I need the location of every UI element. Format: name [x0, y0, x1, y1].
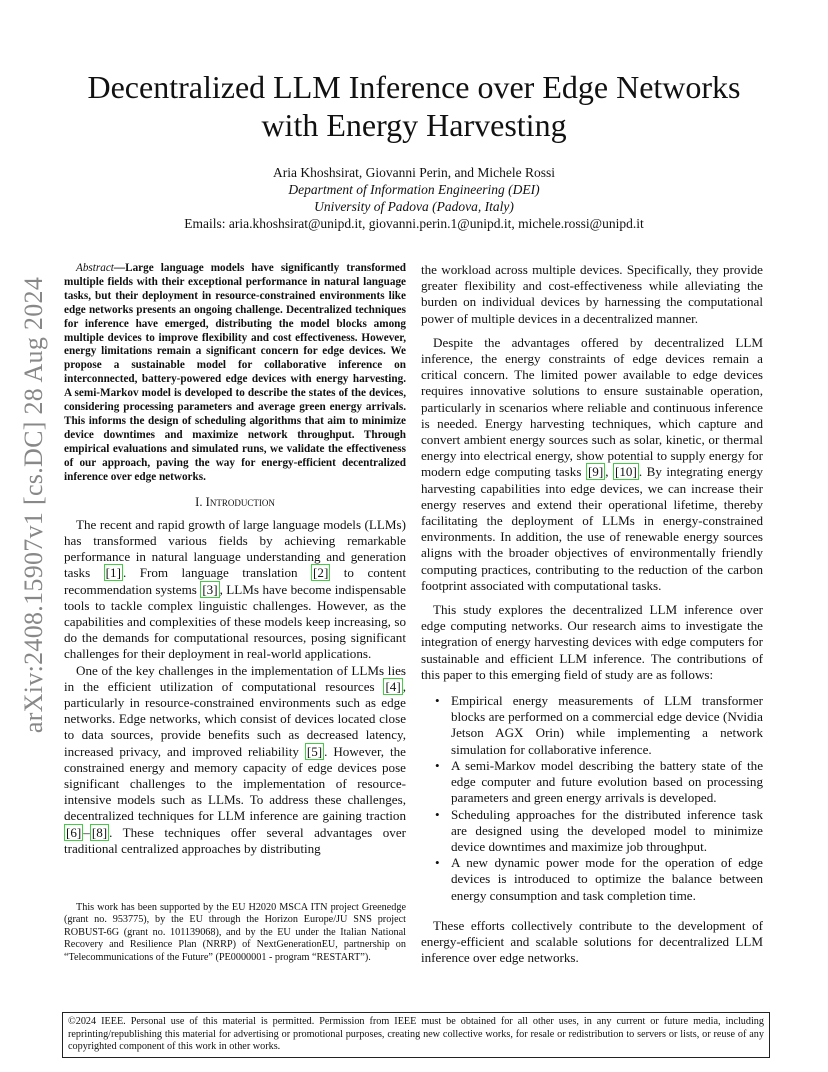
copyright-text: ©2024 IEEE. Personal use of this material is permitted. Permission from IEEE must be obtained for all other uses, in any current or future media, including reprinting/republishing this material for advertising or promotional purposes, creating new collective works, for resale or redistribution to servers or lists, or reuse of any copyrighted component of this work in other works. [68, 1016, 764, 1053]
footnote-text: This work has been supported by the EU H2020 MSCA ITN project Greenedge (grant no. 953775), by the EU through the Horizon Europe/JU SNS project ROBUST-6G (grant no. 101139068), and by the EU under the Italian National Recovery and Resilience Plan (NRRP) of NextGenerationEU, partnership on “Telecommunications of the Future” (PE0000001 - program “RESTART”). [64, 902, 406, 963]
citation-link[interactable]: [6] [66, 824, 82, 840]
citation-link[interactable]: [8] [91, 824, 108, 840]
list-item: • Scheduling approaches for the distributed inference task are designed using the developed model to minimize device downtimes and maximize job throughput. [421, 807, 763, 856]
paper-title [60, 68, 768, 144]
contributions-list [421, 693, 763, 904]
arxiv-stamp-text: arXiv:2408.15907v1 [cs.DC] 28 Aug 2024 [19, 276, 49, 734]
author-university: University of Padova (Padova, Italy) [314, 199, 514, 214]
abstract-label: Abstract [76, 262, 114, 274]
arxiv-stamp [14, 276, 54, 734]
citation-link[interactable]: [3] [202, 581, 218, 597]
list-item: • A new dynamic power mode for the operation of edge devices is introduced to optimize the balance between energy consumption and task completion time. [421, 855, 763, 904]
section-heading-introduction: I. Introduction [195, 494, 275, 509]
author-names: Aria Khoshsirat, Giovanni Perin, and Michele Rossi [273, 165, 555, 180]
left-column [64, 262, 406, 857]
footnote [64, 902, 406, 964]
copyright-notice [62, 1012, 770, 1058]
list-item: • A semi-Markov model describing the battery state of the edge computer and future evolution based on processing parameters and green energy arrivals is developed. [421, 758, 763, 807]
author-block [60, 164, 768, 232]
citation-link[interactable]: [10] [615, 464, 637, 480]
citation-link[interactable]: [4] [385, 678, 401, 694]
list-item: • Empirical energy measurements of LLM transformer blocks are performed on a commercial edge device (Nvidia Jetson AGX Orin) while implementing a network simulation for collaborative inference. [421, 693, 763, 758]
citation-link[interactable]: [9] [587, 464, 604, 480]
intro-paragraph-2: One of the key challenges in the implementation of LLMs lies in the efficient utilization of computational resources [4] , particularly in resource-constrained environments such as edge networks. Edge networks, which consist of devices located close to data sources, provide benefits such as decreased latency, increased privacy, and improved reliability [5] . However, the constrained energy and memory capacity of edge devices pose significant challenges to the implementation of resource-intensive models such as LLMs. To address these challenges, decentralized techniques for LLM inference are gaining traction [6] – [8] . These techniques offer several advantages over traditional centralized approaches by distributing [64, 662, 406, 856]
intro-paragraph-5: This study explores the decentralized LLM inference over edge computing networks. Our research aims to investigate the integration of energy harvesting devices with edge computers for sustainable and efficient LLM inference. The contributions of this paper to this emerging field of study are as follows: [421, 602, 763, 682]
intro-paragraph-6: These efforts collectively contribute to the development of energy-efficient and scalable solutions for decentralized LLM inference over edge networks. [421, 917, 763, 966]
intro-paragraph-3: the workload across multiple devices. Specifically, they provide greater flexibility and cost-effectiveness while alleviating the burden on individual devices by harnessing the computational power of multiple devices in a decentralized manner. [421, 262, 763, 326]
author-emails: Emails: aria.khoshsirat@unipd.it, giovanni.perin.1@unipd.it, michele.rossi@unipd.it [184, 216, 644, 231]
intro-paragraph-4: Despite the advantages offered by decentralized LLM inference, the energy constraints of edge devices remain a critical concern. The limited power available to edge devices requires innovative solutions to ensure sustainable operation, particularly in scenarios where reliable and continuous inference is needed. Energy harvesting techniques, which capture and convert ambient energy sources such as solar, kinetic, or thermal energy into electrical energy, show potential to supply energy for modern edge computing tasks [9] , [10] . By integrating energy harvesting capabilities into edge devices, we can increase their energy reserves and extend their operational lifetime, thereby facilitating the deployment of LLMs in energy-constrained environments. In addition, the use of renewable energy sources aligns with the broader objectives of environmentally friendly computing practices, contributing to the reduction of the carbon footprint associated with computational tasks. [421, 334, 764, 593]
citation-link[interactable]: [2] [313, 565, 329, 581]
citation-link[interactable]: [5] [306, 743, 323, 759]
author-department: Department of Information Engineering (DEI) [288, 182, 540, 197]
right-column [421, 262, 763, 966]
abstract-text: —Large language models have significantly transformed multiple fields with their exceptional performance in natural language tasks, but their deployment in resource-constrained environments like edge networks presents an ongoing challenge. Decentralized techniques for inference have emerged, distributing the model blocks among multiple devices to improve flexibility and cost effectiveness. However, energy limitations remain a significant concern for edge devices. We propose a sustainable model for collaborative inference on interconnected, battery-powered edge devices with energy harvesting. A semi-Markov model is developed to describe the states of the devices, considering processing parameters and average green energy arrivals. This informs the design of scheduling algorithms that aim to minimize device downtimes and maximize network throughput. Through empirical evaluations and simulated runs, we validate the effectiveness of our approach, paving the way for energy-efficient decentralized inference over edge networks. [64, 262, 406, 483]
title-line-2: with Energy Harvesting [261, 107, 567, 143]
intro-paragraph-1: The recent and rapid growth of large language models (LLMs) has transformed various fields by achieving remarkable performance in natural language understanding and generation tasks [1] . From language translation [2] to content recommendation systems [3] , LLMs have become indispensable tools to tackle complex linguistic challenges. However, as the capabilities and complexities of these models keep increasing, so do the demands for computational resources, posing significant challenges for their deployment in real-world applications. [64, 516, 406, 662]
abstract [64, 262, 406, 485]
title-line-1: Decentralized LLM Inference over Edge Networks [87, 69, 741, 105]
citation-link[interactable]: [1] [105, 565, 121, 581]
